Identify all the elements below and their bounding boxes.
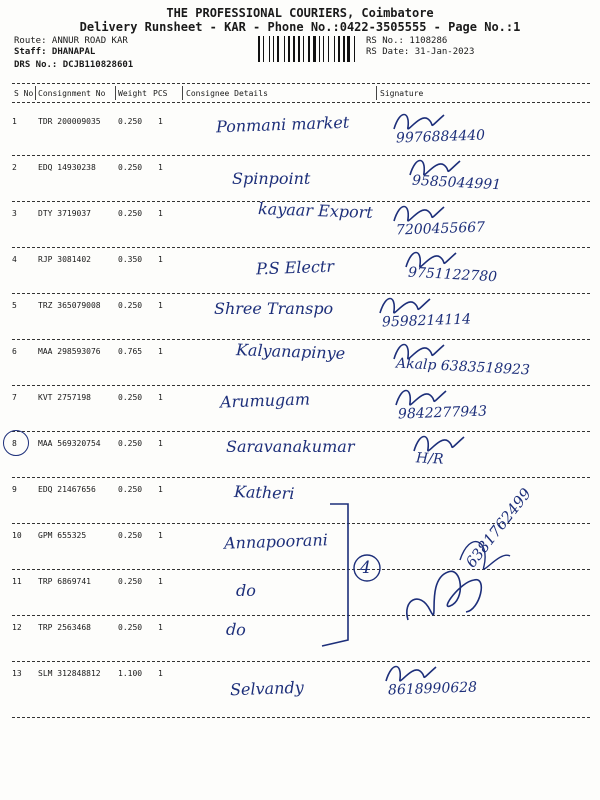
- signature-scribble-icon: [402, 245, 462, 275]
- row-serial-number: 4: [12, 255, 17, 264]
- pieces-count: 1: [158, 669, 163, 678]
- consignee-name: Saravanakumar: [226, 437, 355, 456]
- signature-value: 8618990628: [387, 679, 478, 699]
- barcode-bar: [351, 36, 353, 62]
- row-serial-number: 12: [12, 623, 22, 632]
- weight-value: 0.765: [118, 347, 143, 356]
- weight-value: 0.250: [118, 531, 143, 540]
- pieces-count: 1: [158, 209, 163, 218]
- barcode-bar: [330, 36, 333, 62]
- route-label: Route: ANNUR ROAD KAR: [14, 36, 128, 46]
- col-divider: [182, 86, 183, 100]
- weight-value: 0.250: [118, 439, 143, 448]
- row-serial-number: 1: [12, 117, 17, 126]
- row8-circle-mark: [3, 430, 29, 456]
- weight-value: 0.250: [118, 577, 143, 586]
- signature-value: 9598214114: [381, 311, 472, 331]
- barcode-bar: [263, 36, 264, 62]
- row-divider: [12, 477, 590, 478]
- signature-value: 7200455667: [395, 219, 486, 239]
- row-divider: [12, 339, 590, 340]
- barcode-bar: [343, 36, 345, 62]
- pieces-count: 1: [158, 577, 163, 586]
- signature-scribble-icon: [376, 291, 436, 321]
- barcode-bar: [354, 36, 355, 62]
- signature-value: 9842277943: [397, 403, 488, 423]
- row-serial-number: 10: [12, 531, 22, 540]
- row-serial-number: 13: [12, 669, 22, 678]
- consignee-name: Arumugam: [219, 389, 311, 412]
- barcode-bar: [305, 36, 307, 62]
- barcode-bar: [347, 36, 350, 62]
- row-divider: [12, 385, 590, 386]
- consignee-name: do: [225, 619, 247, 640]
- barcode-bar: [288, 36, 290, 62]
- signature-scribble-icon: [410, 429, 470, 459]
- barcode-bar: [323, 36, 324, 62]
- rs-number: RS No.: 1108286: [366, 36, 448, 46]
- weight-value: 0.250: [118, 485, 143, 494]
- row-serial-number: 11: [12, 577, 22, 586]
- consignee-name: Ponmani market: [215, 112, 350, 137]
- row-serial-number: 6: [12, 347, 17, 356]
- consignee-name: Spinpoint: [232, 169, 311, 188]
- page-title: THE PROFESSIONAL COURIERS, Coimbatore: [166, 6, 434, 20]
- barcode-bar: [336, 36, 337, 62]
- barcode-bar: [284, 36, 285, 62]
- col-header-consignee: Consignee Details: [186, 89, 268, 98]
- weight-value: 1.100: [118, 669, 143, 678]
- barcode-bar: [298, 36, 300, 62]
- page-subtitle: Delivery Runsheet - KAR - Phone No.:0422-3505555 - Page No.:1: [79, 20, 521, 34]
- consignee-name: Shree Transpo: [214, 299, 334, 318]
- col-divider: [376, 86, 377, 100]
- consignee-name: Kalyanapinye: [235, 340, 346, 363]
- barcode-bar: [334, 36, 335, 62]
- barcode-bar: [293, 36, 296, 62]
- weight-value: 0.250: [118, 117, 143, 126]
- barcode-bar: [301, 36, 302, 62]
- consignment-number: SLM 312848812: [38, 669, 101, 678]
- consignment-number: DTY 3719037: [38, 209, 91, 218]
- signature-scribble-icon: [390, 337, 450, 367]
- consignment-number: RJP 3081402: [38, 255, 91, 264]
- staff-label: Staff: DHANAPAL: [14, 47, 96, 57]
- signature-scribble-icon: [382, 659, 442, 689]
- consignee-name: Annapoorani: [223, 530, 329, 553]
- group-phone: 6381762499: [462, 484, 535, 572]
- pieces-count: 1: [158, 117, 163, 126]
- barcode: [258, 36, 358, 62]
- pieces-count: 1: [158, 393, 163, 402]
- barcode-bar: [265, 36, 268, 62]
- row-serial-number: 5: [12, 301, 17, 310]
- pieces-count: 1: [158, 255, 163, 264]
- divider: [12, 83, 590, 84]
- consignee-name: kayaar Export: [257, 199, 374, 222]
- row-divider: [12, 431, 590, 432]
- signature-value: 9751122780: [407, 264, 498, 286]
- consignee-name: do: [236, 581, 256, 600]
- weight-value: 0.250: [118, 623, 143, 632]
- barcode-bar: [291, 36, 292, 62]
- row-divider: [12, 155, 590, 156]
- barcode-bar: [286, 36, 287, 62]
- col-header-consignment: Consignment No: [38, 89, 106, 98]
- barcode-bar: [317, 36, 318, 62]
- consignment-number: KVT 2757198: [38, 393, 91, 402]
- pieces-count: 1: [158, 439, 163, 448]
- barcode-bar: [308, 36, 310, 62]
- consignment-number: GPM 655325: [38, 531, 87, 540]
- barcode-bar: [356, 36, 357, 62]
- barcode-bar: [321, 36, 323, 62]
- signature-scribble-icon: [392, 383, 452, 413]
- pieces-count: 1: [158, 301, 163, 310]
- row-serial-number: 8: [12, 439, 17, 448]
- barcode-bar: [269, 36, 270, 62]
- row-serial-number: 7: [12, 393, 17, 402]
- consignment-number: EDQ 21467656: [38, 485, 96, 494]
- divider: [12, 102, 590, 103]
- consignment-number: MAA 298593076: [38, 347, 101, 356]
- drs-label: DRS No.: DCJB110828601: [14, 60, 134, 70]
- row-divider: [12, 293, 590, 294]
- pieces-count: 1: [158, 531, 163, 540]
- barcode-bar: [325, 36, 327, 62]
- barcode-bar: [280, 36, 283, 62]
- barcode-bar: [338, 36, 340, 62]
- group-bracket: [310, 490, 390, 660]
- pieces-count: 1: [158, 485, 163, 494]
- col-header-pcs: PCS: [153, 89, 168, 98]
- pieces-count: 1: [158, 347, 163, 356]
- barcode-bar: [275, 36, 276, 62]
- pieces-count: 1: [158, 163, 163, 172]
- barcode-bar: [258, 36, 260, 62]
- consignment-number: TRP 2563468: [38, 623, 91, 632]
- barcode-bar: [296, 36, 297, 62]
- consignee-name: P.S Electr: [255, 256, 335, 279]
- weight-value: 0.350: [118, 255, 143, 264]
- consignment-number: EDQ 14930238: [38, 163, 96, 172]
- barcode-bar: [261, 36, 262, 62]
- col-divider: [115, 86, 116, 100]
- barcode-bar: [311, 36, 312, 62]
- barcode-bar: [313, 36, 316, 62]
- consignment-number: TDR 200009035: [38, 117, 101, 126]
- consignee-name: Katheri: [233, 481, 295, 504]
- col-header-signature: Signature: [380, 89, 424, 98]
- signature-value: H/R: [415, 450, 444, 468]
- weight-value: 0.250: [118, 301, 143, 310]
- barcode-bar: [341, 36, 342, 62]
- weight-value: 0.250: [118, 163, 143, 172]
- consignment-number: MAA 569320754: [38, 439, 101, 448]
- signature-scribble-icon: [390, 199, 450, 229]
- consignment-number: TRP 6869741: [38, 577, 91, 586]
- barcode-bar: [271, 36, 273, 62]
- barcode-bar: [319, 36, 320, 62]
- signature-scribble-icon: [390, 107, 450, 137]
- col-header-weight: Weight: [118, 89, 147, 98]
- barcode-bar: [346, 36, 347, 62]
- signature-scribble-icon: [406, 153, 466, 183]
- weight-value: 0.250: [118, 393, 143, 402]
- weight-value: 0.250: [118, 209, 143, 218]
- signature-value: Akalp 6383518923: [395, 355, 531, 379]
- col-header-sno: S No: [14, 89, 34, 98]
- row-serial-number: 2: [12, 163, 17, 172]
- barcode-bar: [277, 36, 279, 62]
- row-divider: [12, 661, 590, 662]
- consignment-number: TRZ 365079008: [38, 301, 101, 310]
- col-divider: [35, 86, 36, 100]
- row-divider: [12, 247, 590, 248]
- barcode-bar: [273, 36, 274, 62]
- row-serial-number: 9: [12, 485, 17, 494]
- barcode-bar: [328, 36, 329, 62]
- row-divider: [12, 717, 590, 718]
- consignee-name: Selvandy: [229, 677, 305, 700]
- signature-value: 9976884440: [395, 127, 486, 147]
- group-count: 4: [360, 558, 371, 578]
- rs-date: RS Date: 31-Jan-2023: [366, 47, 475, 57]
- barcode-bar: [303, 36, 304, 62]
- row-serial-number: 3: [12, 209, 17, 218]
- signature-value: 9585044991: [411, 172, 502, 194]
- pieces-count: 1: [158, 623, 163, 632]
